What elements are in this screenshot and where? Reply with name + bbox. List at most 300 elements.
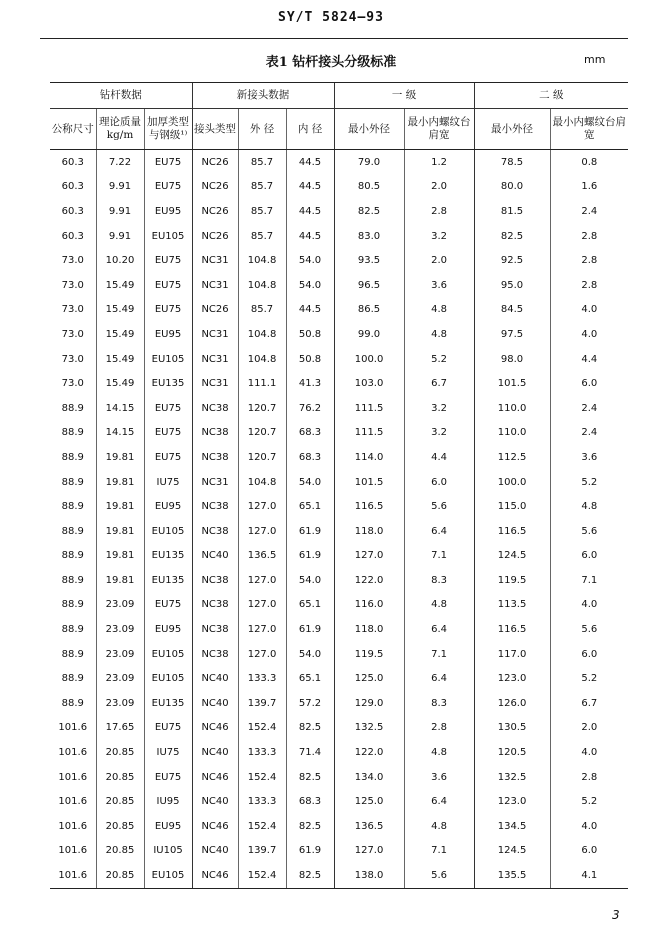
cell-id: 65.1 [286, 666, 334, 691]
cell-class2-min-od: 123.0 [474, 789, 550, 814]
cell-joint-type: NC26 [192, 150, 238, 175]
cell-class2-shoulder: 4.0 [550, 298, 628, 323]
cell-weight: 19.81 [96, 568, 144, 593]
cell-class1-min-od: 83.0 [334, 224, 404, 249]
cell-class1-shoulder: 4.8 [404, 322, 474, 347]
column-header-row [50, 109, 628, 150]
cell-class1-shoulder: 8.3 [404, 568, 474, 593]
cell-od: 152.4 [238, 716, 286, 741]
group-header-row [50, 83, 628, 109]
cell-class2-shoulder: 5.2 [550, 470, 628, 495]
cell-class1-min-od: 96.5 [334, 273, 404, 298]
col-id: 内 径 [286, 109, 334, 150]
cell-class2-min-od: 81.5 [474, 199, 550, 224]
cell-nominal-size: 88.9 [61, 451, 84, 463]
cell-class2-min-od: 116.5 [474, 519, 550, 544]
cell-joint-type: NC38 [192, 494, 238, 519]
group-class-2: 二 级 [474, 83, 628, 109]
cell-class2-min-od: 110.0 [474, 396, 550, 421]
cell-weight: 19.81 [96, 544, 144, 569]
cell-nominal-size: 88.9 [61, 525, 84, 537]
cell-upset-grade: EU75 [144, 716, 192, 741]
cell-id: 68.3 [286, 421, 334, 446]
cell-class1-min-od: 125.0 [334, 666, 404, 691]
cell-joint-type: NC38 [192, 421, 238, 446]
cell-class1-shoulder: 5.6 [404, 863, 474, 888]
cell-upset-grade: EU105 [144, 666, 192, 691]
cell-od: 133.3 [238, 789, 286, 814]
table-row [50, 273, 628, 298]
cell-nominal-size: 101.6 [58, 747, 88, 759]
cell-weight: 20.85 [96, 740, 144, 765]
cell-id: 41.3 [286, 371, 334, 396]
col-joint-type: 接头类型 [192, 109, 238, 150]
cell-class1-min-od: 119.5 [334, 642, 404, 667]
col-od: 外 径 [238, 109, 286, 150]
table-row [50, 642, 628, 667]
table-row [50, 470, 628, 495]
cell-class1-min-od: 136.5 [334, 814, 404, 839]
cell-class2-min-od: 82.5 [474, 224, 550, 249]
cell-upset-grade: IU75 [144, 740, 192, 765]
table-row [50, 248, 628, 273]
cell-class1-min-od: 99.0 [334, 322, 404, 347]
col-class2-min-od: 最小外径 [474, 109, 550, 150]
cell-upset-grade: EU95 [144, 494, 192, 519]
cell-od: 152.4 [238, 863, 286, 888]
cell-nominal-size: 60.3 [61, 181, 84, 193]
cell-nominal-size: 60.3 [61, 156, 84, 168]
table-row [50, 765, 628, 790]
cell-class2-shoulder: 4.0 [550, 593, 628, 618]
table-row [50, 175, 628, 200]
cell-upset-grade: IU105 [144, 839, 192, 864]
cell-nominal-size: 101.6 [58, 796, 88, 808]
group-drill-pipe-data: 钻杆数据 [50, 83, 192, 109]
cell-nominal-size: 101.6 [58, 771, 88, 783]
cell-upset-grade: EU135 [144, 544, 192, 569]
cell-weight: 15.49 [96, 371, 144, 396]
cell-id: 44.5 [286, 150, 334, 175]
cell-od: 120.7 [238, 445, 286, 470]
cell-weight: 23.09 [96, 617, 144, 642]
cell-upset-grade: EU135 [144, 568, 192, 593]
cell-joint-type: NC26 [192, 199, 238, 224]
table-row [50, 421, 628, 446]
cell-id: 61.9 [286, 839, 334, 864]
cell-nominal-size: 73.0 [61, 304, 84, 316]
cell-id: 54.0 [286, 470, 334, 495]
cell-od: 127.0 [238, 617, 286, 642]
cell-upset-grade: EU135 [144, 371, 192, 396]
cell-class2-min-od: 130.5 [474, 716, 550, 741]
cell-od: 120.7 [238, 421, 286, 446]
cell-class1-min-od: 80.5 [334, 175, 404, 200]
cell-joint-type: NC40 [192, 666, 238, 691]
cell-id: 57.2 [286, 691, 334, 716]
cell-upset-grade: EU75 [144, 150, 192, 175]
cell-upset-grade: EU95 [144, 199, 192, 224]
cell-class2-shoulder: 2.8 [550, 765, 628, 790]
cell-id: 44.5 [286, 298, 334, 323]
cell-class1-shoulder: 6.7 [404, 371, 474, 396]
table-row [50, 593, 628, 618]
col-class1-min-od: 最小外径 [334, 109, 404, 150]
cell-class1-min-od: 111.5 [334, 396, 404, 421]
cell-class2-shoulder: 7.1 [550, 568, 628, 593]
cell-weight: 15.49 [96, 347, 144, 372]
table-row [50, 494, 628, 519]
cell-od: 85.7 [238, 298, 286, 323]
cell-upset-grade: EU75 [144, 396, 192, 421]
cell-joint-type: NC46 [192, 765, 238, 790]
cell-joint-type: NC40 [192, 544, 238, 569]
cell-class1-min-od: 100.0 [334, 347, 404, 372]
cell-class1-min-od: 86.5 [334, 298, 404, 323]
cell-id: 44.5 [286, 224, 334, 249]
cell-joint-type: NC46 [192, 863, 238, 888]
cell-class2-shoulder: 4.0 [550, 322, 628, 347]
cell-class2-shoulder: 2.4 [550, 199, 628, 224]
cell-nominal-size: 60.3 [61, 230, 84, 242]
cell-upset-grade: EU75 [144, 175, 192, 200]
cell-class1-min-od: 82.5 [334, 199, 404, 224]
cell-class1-min-od: 114.0 [334, 445, 404, 470]
cell-class1-shoulder: 1.2 [404, 150, 474, 175]
cell-joint-type: NC40 [192, 789, 238, 814]
cell-class1-min-od: 93.5 [334, 248, 404, 273]
table-row [50, 839, 628, 864]
cell-class1-shoulder: 7.1 [404, 642, 474, 667]
cell-joint-type: NC31 [192, 470, 238, 495]
cell-upset-grade: EU105 [144, 224, 192, 249]
cell-od: 133.3 [238, 740, 286, 765]
cell-class1-shoulder: 2.8 [404, 716, 474, 741]
cell-id: 82.5 [286, 765, 334, 790]
cell-class2-min-od: 132.5 [474, 765, 550, 790]
cell-weight: 20.85 [96, 863, 144, 888]
cell-od: 104.8 [238, 347, 286, 372]
cell-nominal-size: 73.0 [61, 255, 84, 267]
cell-class1-min-od: 122.0 [334, 740, 404, 765]
cell-od: 139.7 [238, 839, 286, 864]
cell-nominal-size: 88.9 [61, 402, 84, 414]
cell-weight: 20.85 [96, 814, 144, 839]
cell-class2-min-od: 117.0 [474, 642, 550, 667]
cell-joint-type: NC38 [192, 617, 238, 642]
cell-class2-min-od: 113.5 [474, 593, 550, 618]
cell-class2-shoulder: 4.0 [550, 740, 628, 765]
cell-od: 104.8 [238, 470, 286, 495]
table-row [50, 396, 628, 421]
cell-od: 85.7 [238, 150, 286, 175]
table-row [50, 544, 628, 569]
cell-class2-min-od: 80.0 [474, 175, 550, 200]
cell-class1-shoulder: 4.8 [404, 298, 474, 323]
table-body [50, 150, 628, 889]
cell-joint-type: NC38 [192, 519, 238, 544]
cell-id: 82.5 [286, 814, 334, 839]
cell-class1-shoulder: 6.4 [404, 789, 474, 814]
cell-id: 76.2 [286, 396, 334, 421]
table-row [50, 814, 628, 839]
cell-nominal-size: 101.6 [58, 820, 88, 832]
cell-nominal-size: 88.9 [61, 476, 84, 488]
table-row [50, 347, 628, 372]
cell-od: 104.8 [238, 248, 286, 273]
cell-class1-shoulder: 5.6 [404, 494, 474, 519]
cell-id: 54.0 [286, 568, 334, 593]
cell-od: 85.7 [238, 199, 286, 224]
cell-nominal-size: 101.6 [58, 722, 88, 734]
cell-joint-type: NC46 [192, 814, 238, 839]
cell-class2-min-od: 134.5 [474, 814, 550, 839]
cell-class2-shoulder: 5.2 [550, 666, 628, 691]
cell-joint-type: NC40 [192, 691, 238, 716]
cell-class2-shoulder: 6.7 [550, 691, 628, 716]
table-row [50, 150, 628, 175]
cell-class2-shoulder: 3.6 [550, 445, 628, 470]
cell-joint-type: NC38 [192, 445, 238, 470]
cell-class2-shoulder: 5.6 [550, 519, 628, 544]
cell-class1-min-od: 111.5 [334, 421, 404, 446]
cell-upset-grade: EU95 [144, 814, 192, 839]
cell-id: 54.0 [286, 273, 334, 298]
col-nominal-size: 公称尺寸 [50, 109, 96, 150]
cell-upset-grade: EU95 [144, 617, 192, 642]
cell-class2-min-od: 115.0 [474, 494, 550, 519]
cell-od: 139.7 [238, 691, 286, 716]
table-row [50, 298, 628, 323]
cell-weight: 9.91 [96, 199, 144, 224]
cell-class2-min-od: 110.0 [474, 421, 550, 446]
table-row [50, 789, 628, 814]
cell-nominal-size: 73.0 [61, 328, 84, 340]
table-row [50, 371, 628, 396]
cell-joint-type: NC46 [192, 716, 238, 741]
cell-class1-min-od: 118.0 [334, 519, 404, 544]
cell-class1-shoulder: 6.4 [404, 666, 474, 691]
cell-id: 44.5 [286, 199, 334, 224]
cell-class2-min-od: 135.5 [474, 863, 550, 888]
cell-class1-min-od: 101.5 [334, 470, 404, 495]
cell-class2-min-od: 98.0 [474, 347, 550, 372]
cell-nominal-size: 101.6 [58, 845, 88, 857]
cell-weight: 20.85 [96, 765, 144, 790]
cell-class1-shoulder: 8.3 [404, 691, 474, 716]
cell-class2-shoulder: 6.0 [550, 371, 628, 396]
cell-class2-min-od: 92.5 [474, 248, 550, 273]
cell-class1-min-od: 132.5 [334, 716, 404, 741]
cell-class2-shoulder: 6.0 [550, 544, 628, 569]
cell-nominal-size: 88.9 [61, 574, 84, 586]
col-class1-shoulder: 最小内螺纹台肩宽 [404, 109, 474, 150]
cell-class1-min-od: 116.0 [334, 593, 404, 618]
cell-class1-min-od: 138.0 [334, 863, 404, 888]
cell-nominal-size: 88.9 [61, 427, 84, 439]
cell-class1-min-od: 134.0 [334, 765, 404, 790]
cell-class2-min-od: 84.5 [474, 298, 550, 323]
cell-od: 127.0 [238, 593, 286, 618]
cell-weight: 15.49 [96, 322, 144, 347]
cell-id: 54.0 [286, 248, 334, 273]
cell-weight: 19.81 [96, 445, 144, 470]
cell-class1-min-od: 125.0 [334, 789, 404, 814]
cell-upset-grade: EU75 [144, 273, 192, 298]
cell-joint-type: NC38 [192, 642, 238, 667]
cell-class2-shoulder: 5.6 [550, 617, 628, 642]
cell-id: 61.9 [286, 519, 334, 544]
cell-weight: 9.91 [96, 224, 144, 249]
cell-class2-shoulder: 6.0 [550, 642, 628, 667]
cell-upset-grade: EU95 [144, 322, 192, 347]
col-upset-grade: 加厚类型 与钢级¹⁾ [144, 109, 192, 150]
cell-class2-shoulder: 2.4 [550, 396, 628, 421]
cell-weight: 15.49 [96, 298, 144, 323]
document-code: SY/T 5824—93 [278, 10, 384, 25]
table-row [50, 691, 628, 716]
cell-class2-shoulder: 2.0 [550, 716, 628, 741]
cell-joint-type: NC40 [192, 740, 238, 765]
cell-class1-shoulder: 4.8 [404, 740, 474, 765]
cell-class1-min-od: 118.0 [334, 617, 404, 642]
table-row [50, 519, 628, 544]
cell-class1-shoulder: 6.0 [404, 470, 474, 495]
cell-class1-shoulder: 2.0 [404, 175, 474, 200]
cell-upset-grade: EU75 [144, 445, 192, 470]
cell-weight: 23.09 [96, 691, 144, 716]
cell-class2-min-od: 119.5 [474, 568, 550, 593]
cell-nominal-size: 88.9 [61, 599, 84, 611]
cell-class1-min-od: 129.0 [334, 691, 404, 716]
cell-weight: 19.81 [96, 519, 144, 544]
table-row [50, 716, 628, 741]
cell-class2-shoulder: 0.8 [550, 150, 628, 175]
cell-joint-type: NC40 [192, 839, 238, 864]
cell-class2-shoulder: 4.1 [550, 863, 628, 888]
cell-class2-shoulder: 2.4 [550, 421, 628, 446]
cell-weight: 14.15 [96, 396, 144, 421]
cell-class1-min-od: 127.0 [334, 544, 404, 569]
cell-class2-shoulder: 2.8 [550, 273, 628, 298]
table-row [50, 224, 628, 249]
cell-class2-min-od: 120.5 [474, 740, 550, 765]
cell-od: 133.3 [238, 666, 286, 691]
cell-upset-grade: EU75 [144, 298, 192, 323]
cell-nominal-size: 88.9 [61, 697, 84, 709]
cell-joint-type: NC38 [192, 568, 238, 593]
cell-id: 54.0 [286, 642, 334, 667]
cell-od: 127.0 [238, 568, 286, 593]
cell-class2-shoulder: 1.6 [550, 175, 628, 200]
table-title: 表1 钻杆接头分级标准 [265, 55, 397, 70]
cell-upset-grade: IU95 [144, 789, 192, 814]
cell-weight: 23.09 [96, 666, 144, 691]
cell-id: 65.1 [286, 593, 334, 618]
header-rule [40, 38, 628, 39]
cell-od: 85.7 [238, 224, 286, 249]
cell-nominal-size: 101.6 [50, 863, 96, 888]
cell-joint-type: NC31 [192, 248, 238, 273]
table-row [50, 666, 628, 691]
cell-class1-min-od: 122.0 [334, 568, 404, 593]
cell-joint-type: NC38 [192, 593, 238, 618]
cell-nominal-size: 88.9 [61, 673, 84, 685]
cell-joint-type: NC31 [192, 322, 238, 347]
cell-class1-shoulder: 4.8 [404, 593, 474, 618]
group-new-joint-data: 新接头数据 [192, 83, 334, 109]
cell-od: 104.8 [238, 273, 286, 298]
page-number: 3 [612, 908, 620, 922]
cell-od: 120.7 [238, 396, 286, 421]
cell-joint-type: NC26 [192, 175, 238, 200]
cell-joint-type: NC31 [192, 273, 238, 298]
cell-class2-shoulder: 2.8 [550, 224, 628, 249]
cell-weight: 20.85 [96, 789, 144, 814]
cell-class2-shoulder: 4.8 [550, 494, 628, 519]
cell-weight: 23.09 [96, 593, 144, 618]
cell-weight: 7.22 [96, 150, 144, 175]
cell-od: 127.0 [238, 519, 286, 544]
cell-class1-shoulder: 5.2 [404, 347, 474, 372]
cell-joint-type: NC26 [192, 224, 238, 249]
cell-class1-shoulder: 6.4 [404, 519, 474, 544]
cell-upset-grade: EU135 [144, 691, 192, 716]
cell-weight: 10.20 [96, 248, 144, 273]
cell-id: 50.8 [286, 322, 334, 347]
cell-class2-shoulder: 4.4 [550, 347, 628, 372]
cell-class1-min-od: 127.0 [334, 839, 404, 864]
cell-class1-shoulder: 7.1 [404, 839, 474, 864]
cell-class1-shoulder: 2.8 [404, 199, 474, 224]
group-class-1: 一 级 [334, 83, 474, 109]
cell-upset-grade: IU75 [144, 470, 192, 495]
cell-nominal-size: 88.9 [61, 550, 84, 562]
table-row [50, 445, 628, 470]
cell-upset-grade: EU105 [144, 642, 192, 667]
cell-upset-grade: EU75 [144, 248, 192, 273]
cell-id: 65.1 [286, 494, 334, 519]
cell-joint-type: NC38 [192, 396, 238, 421]
cell-weight: 9.91 [96, 175, 144, 200]
cell-class2-min-od: 124.5 [474, 544, 550, 569]
cell-upset-grade: EU75 [144, 593, 192, 618]
table-row [50, 617, 628, 642]
cell-weight: 15.49 [96, 273, 144, 298]
cell-weight: 19.81 [96, 494, 144, 519]
cell-od: 136.5 [238, 544, 286, 569]
cell-id: 61.9 [286, 617, 334, 642]
cell-class1-shoulder: 3.2 [404, 421, 474, 446]
table-row [50, 740, 628, 765]
cell-class1-shoulder: 7.1 [404, 544, 474, 569]
cell-nominal-size: 88.9 [61, 624, 84, 636]
cell-id: 44.5 [286, 175, 334, 200]
cell-class2-min-od: 112.5 [474, 445, 550, 470]
col-class2-shoulder: 最小内螺纹台肩宽 [550, 109, 628, 150]
cell-class1-shoulder: 2.0 [404, 248, 474, 273]
cell-od: 104.8 [238, 322, 286, 347]
cell-class1-shoulder: 3.2 [404, 224, 474, 249]
cell-id: 61.9 [286, 544, 334, 569]
cell-weight: 23.09 [96, 642, 144, 667]
cell-id: 82.5 [286, 716, 334, 741]
cell-class2-min-od: 101.5 [474, 371, 550, 396]
cell-od: 111.1 [238, 371, 286, 396]
col-weight: 理论质量 kg/m [96, 109, 144, 150]
cell-nominal-size: 73.0 [61, 279, 84, 291]
table-row [50, 568, 628, 593]
